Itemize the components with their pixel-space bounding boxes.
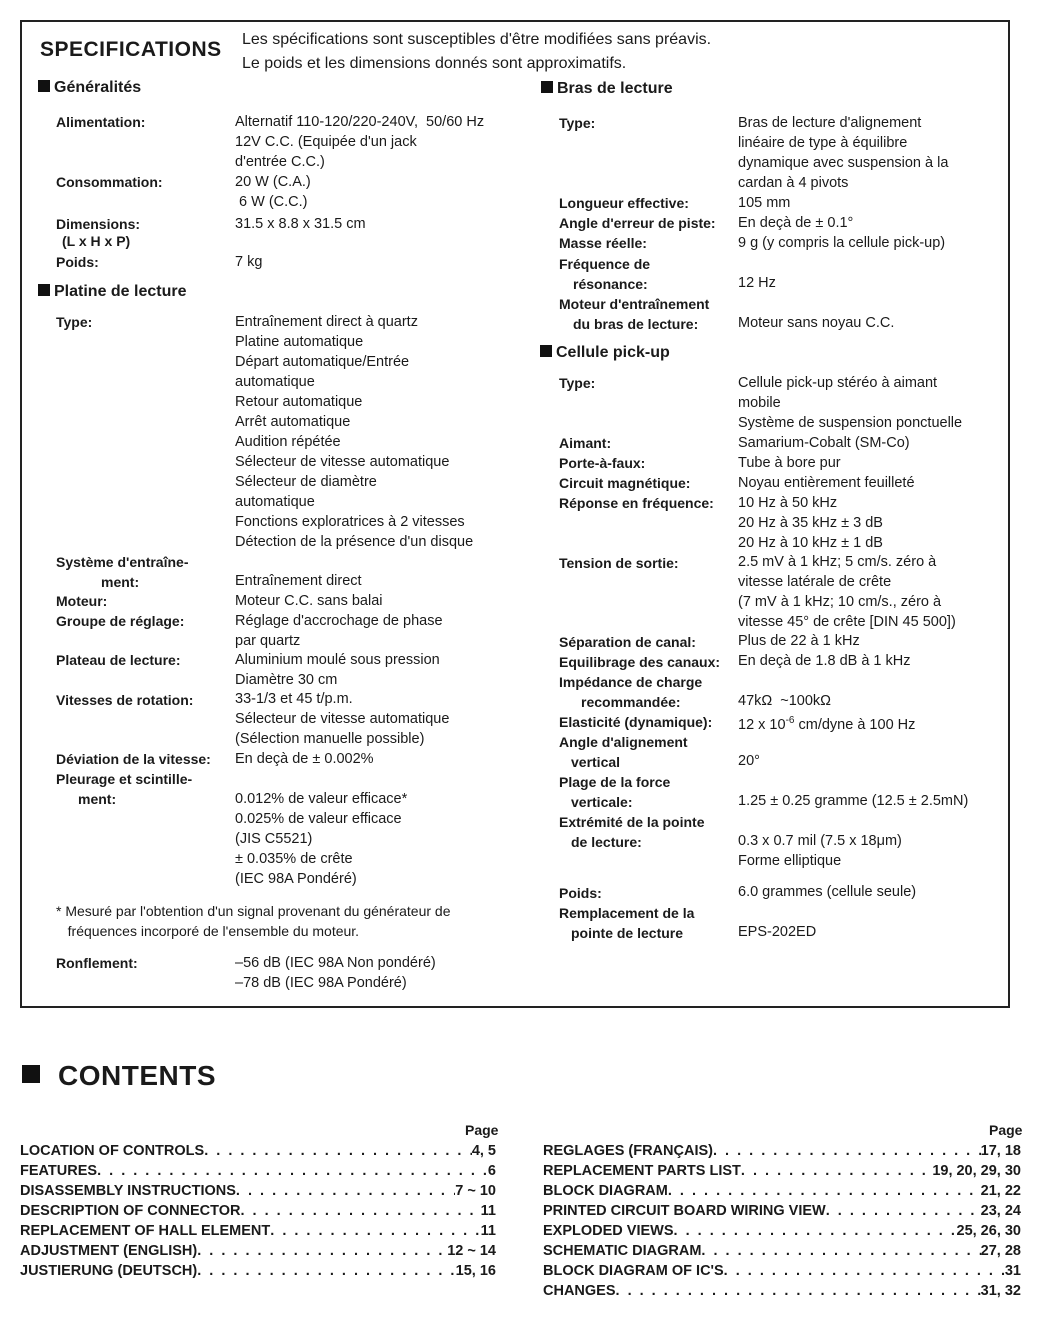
toc-leader <box>236 1181 455 1201</box>
toc-title: REPLACEMENT OF HALL ELEMENT <box>20 1223 271 1239</box>
square-bullet-icon <box>38 284 50 296</box>
spec-label: Angle d'alignement <box>559 734 688 750</box>
spec-label: Angle d'erreur de piste: <box>559 215 716 231</box>
toc-left <box>20 1141 496 1281</box>
spec-label: Equilibrage des canaux: <box>559 654 721 670</box>
spec-label: Alimentation: <box>56 114 146 130</box>
note-line-1: Les spécifications sont susceptibles d'être modifiées sans préavis. <box>242 31 712 48</box>
spec-label: Dimensions: <box>56 216 141 232</box>
spec-label: Moteur d'entraînement <box>559 296 710 312</box>
spec-value: Moteur sans noyau C.C. <box>738 315 895 331</box>
section-platine <box>38 283 187 301</box>
section-cellule <box>540 344 670 362</box>
toc-page: 31, 32 <box>980 1283 1021 1299</box>
spec-value: Réglage d'accrochage de phase par quartz <box>235 613 443 649</box>
toc-title: CHANGES <box>543 1283 616 1299</box>
spec-label: vertical <box>571 754 621 770</box>
value-unit: cm/dyne à 100 Hz <box>794 716 916 733</box>
toc-page: 4, 5 <box>471 1143 496 1159</box>
spec-value: Samarium-Cobalt (SM-Co) <box>738 435 910 451</box>
toc-page: 23, 24 <box>980 1203 1021 1219</box>
spec-value: 9 g (y compris la cellule pick-up) <box>738 235 946 251</box>
spec-label: Aimant: <box>559 435 612 451</box>
spec-label: Poids: <box>56 254 99 270</box>
spec-label: Plateau de lecture: <box>56 652 181 668</box>
spec-label: résonance: <box>573 276 648 292</box>
spec-label: Masse réelle: <box>559 235 647 251</box>
spec-label: Type: <box>56 314 93 330</box>
toc-right <box>543 1141 1021 1301</box>
toc-entry[interactable] <box>543 1201 1021 1221</box>
toc-page: 21, 22 <box>980 1183 1021 1199</box>
toc-page: 6 <box>487 1163 496 1179</box>
spec-label: Tension de sortie: <box>559 555 679 571</box>
toc-page: 15, 16 <box>455 1263 496 1279</box>
spec-value: 2.5 mV à 1 kHz; 5 cm/s. zéro à vitesse latérale de crête (7 mV à 1 kHz; 10 cm/s., zéro à vitesse 45° de crête [DIN 45 500]) <box>738 554 956 630</box>
spec-label: pointe de lecture <box>571 925 684 941</box>
toc-title: JUSTIERUNG (DEUTSCH) <box>20 1263 198 1279</box>
spec-label: Plage de la force <box>559 774 671 790</box>
spec-label: Type: <box>559 115 596 131</box>
toc-page: 11 <box>480 1223 496 1239</box>
value-exponent: -6 <box>785 715 795 726</box>
toc-entry[interactable] <box>543 1141 1021 1161</box>
toc-page: 31 <box>1004 1263 1021 1279</box>
toc-entry[interactable] <box>20 1161 496 1181</box>
spec-label: Porte-à-faux: <box>559 455 646 471</box>
spec-value: 6.0 grammes (cellule seule) <box>738 884 917 900</box>
section-bras <box>541 80 673 98</box>
toc-leader <box>616 1281 981 1301</box>
toc-leader <box>240 1201 480 1221</box>
toc-entry[interactable] <box>20 1241 496 1261</box>
spec-value: En deçà de 1.8 dB à 1 kHz <box>738 653 911 669</box>
toc-entry[interactable] <box>20 1201 496 1221</box>
spec-label: Extrémité de la pointe <box>559 814 705 830</box>
toc-title: SCHEMATIC DIAGRAM <box>543 1243 702 1259</box>
spec-label: Consommation: <box>56 174 163 190</box>
spec-label: recommandée: <box>581 694 681 710</box>
toc-leader <box>826 1201 981 1221</box>
spec-label: Vitesses de rotation: <box>56 692 194 708</box>
toc-entry[interactable] <box>543 1181 1021 1201</box>
toc-entry[interactable] <box>543 1261 1021 1281</box>
toc-title: DESCRIPTION OF CONNECTOR <box>20 1203 241 1219</box>
toc-title: LOCATION OF CONTROLS <box>20 1143 205 1159</box>
square-bullet-icon <box>541 81 553 93</box>
spec-label: verticale: <box>571 794 633 810</box>
spec-label: Elasticité (dynamique): <box>559 714 713 730</box>
toc-title: ADJUSTMENT (ENGLISH) <box>20 1243 198 1259</box>
spec-label: Pleurage et scintille- <box>56 771 193 787</box>
value-mantissa: 12 x 10 <box>738 716 786 733</box>
spec-value: 0.3 x 0.7 mil (7.5 x 18μm) Forme elliptique <box>738 833 902 869</box>
spec-label: Longueur effective: <box>559 195 689 211</box>
spec-value: Cellule pick-up stéréo à aimant mobile Système de suspension ponctuelle <box>738 375 963 431</box>
spec-label: Séparation de canal: <box>559 634 696 650</box>
spec-value: Moteur C.C. sans balai <box>235 593 383 609</box>
toc-title: BLOCK DIAGRAM <box>543 1183 668 1199</box>
spec-value <box>738 711 915 735</box>
toc-title: REGLAGES (FRANÇAIS) <box>543 1143 713 1159</box>
spec-label: Impédance de charge <box>559 674 703 690</box>
spec-label: de lecture: <box>571 834 642 850</box>
contents-title <box>22 1060 216 1092</box>
toc-leader <box>97 1161 488 1181</box>
spec-label: Type: <box>559 375 596 391</box>
spec-label: Système d'entraîne- <box>56 554 189 570</box>
spec-value: Tube à bore pur <box>738 455 841 471</box>
toc-title: DISASSEMBLY INSTRUCTIONS <box>20 1183 236 1199</box>
spec-value: Noyau entièrement feuilleté <box>738 475 915 491</box>
spec-value: 105 mm <box>738 195 791 211</box>
toc-page: 17, 18 <box>980 1143 1021 1159</box>
toc-leader <box>701 1241 980 1261</box>
spec-value: 20° <box>738 753 760 769</box>
spec-value: Entraînement direct à quartz Platine automatique Départ automatique/Entrée automatique Retour automatique Arrêt automatique Audition répétée Sélecteur de vitesse automatique Sélecteur de diamètre automatique Fonctions exploratrices à 2 vitesses Détection de la présence d'un disque <box>235 314 474 550</box>
toc-page: 7 ~ 10 <box>455 1183 496 1199</box>
spec-value: Plus de 22 à 1 kHz <box>738 633 860 649</box>
spec-value: Aluminium moulé sous pression Diamètre 30 cm <box>235 652 440 688</box>
spec-label: ment: <box>101 574 140 590</box>
section-heading: Cellule pick-up <box>556 344 670 361</box>
spec-label: du bras de lecture: <box>573 316 699 332</box>
toc-entry[interactable] <box>20 1221 496 1241</box>
spec-value: Entraînement direct <box>235 573 362 589</box>
spec-label: Fréquence de <box>559 256 651 272</box>
page-column-label: Page <box>465 1122 499 1138</box>
spec-label: Ronflement: <box>56 955 138 971</box>
toc-entry[interactable] <box>543 1281 1021 1301</box>
toc-title: PRINTED CIRCUIT BOARD WIRING VIEW <box>543 1203 826 1219</box>
toc-entry[interactable] <box>543 1161 1021 1181</box>
toc-leader <box>674 1221 957 1241</box>
toc-leader <box>204 1141 472 1161</box>
page-column-label: Page <box>989 1122 1023 1138</box>
footnote: * Mesuré par l'obtention d'un signal provenant du générateur de fréquences incorporé de l'ensemble du moteur. <box>56 903 451 939</box>
toc-entry[interactable] <box>543 1241 1021 1261</box>
toc-title: EXPLODED VIEWS <box>543 1223 674 1239</box>
toc-entry[interactable] <box>20 1141 496 1161</box>
spec-value: –56 dB (IEC 98A Non pondéré) –78 dB (IEC 98A Pondéré) <box>235 955 436 991</box>
spec-value: En deçà de ± 0.1° <box>738 215 854 231</box>
spec-label: Circuit magnétique: <box>559 475 691 491</box>
toc-page: 12 ~ 14 <box>447 1243 496 1259</box>
toc-leader <box>724 1261 1005 1281</box>
spec-value: 47kΩ ~100kΩ <box>738 693 832 709</box>
section-generalites <box>38 79 141 97</box>
contents-heading: CONTENTS <box>58 1060 216 1091</box>
toc-leader <box>713 1141 981 1161</box>
toc-entry[interactable] <box>20 1261 496 1281</box>
spec-label: Poids: <box>559 885 602 901</box>
section-heading: Bras de lecture <box>557 80 673 97</box>
toc-page: 19, 20, 29, 30 <box>932 1163 1021 1179</box>
spec-value: 1.25 ± 0.25 gramme (12.5 ± 2.5mN) <box>738 793 969 809</box>
section-heading: Platine de lecture <box>54 283 187 300</box>
square-bullet-icon <box>22 1065 40 1083</box>
spec-label: Déviation de la vitesse: <box>56 751 211 767</box>
spec-value: 10 Hz à 50 kHz 20 Hz à 35 kHz ± 3 dB 20 Hz à 10 kHz ± 1 dB <box>738 495 883 551</box>
spec-value: 12 Hz <box>738 275 776 291</box>
toc-leader <box>668 1181 981 1201</box>
spec-value: Bras de lecture d'alignement linéaire de type à équilibre dynamique avec suspension à la cardan à 4 pivots <box>738 115 949 191</box>
toc-page: 11 <box>480 1203 496 1219</box>
toc-entry[interactable] <box>20 1181 496 1201</box>
toc-title: BLOCK DIAGRAM OF IC'S <box>543 1263 724 1279</box>
spec-label: (L x H x P) <box>62 233 131 249</box>
spec-label: Moteur: <box>56 593 108 609</box>
spec-value: 31.5 x 8.8 x 31.5 cm <box>235 216 366 232</box>
note-line-2: Le poids et les dimensions donnés sont approximatifs. <box>242 55 627 72</box>
spec-label: ment: <box>78 791 117 807</box>
toc-leader <box>197 1261 455 1281</box>
section-heading: Généralités <box>54 79 142 96</box>
toc-leader <box>270 1221 480 1241</box>
spec-value: 0.012% de valeur efficace* 0.025% de valeur efficace (JIS C5521) ± 0.035% de crête (IEC 98A Pondéré) <box>235 791 408 887</box>
toc-title: REPLACEMENT PARTS LIST <box>543 1163 741 1179</box>
spec-value: Alternatif 110-120/220-240V, 50/60 Hz 12V C.C. (Equipée d'un jack d'entrée C.C.) <box>235 114 485 170</box>
page-title: SPECIFICATIONS <box>40 38 222 61</box>
square-bullet-icon <box>540 345 552 357</box>
spec-label: Groupe de réglage: <box>56 613 185 629</box>
spec-value: En deçà de ± 0.002% <box>235 751 374 767</box>
spec-value: 20 W (C.A.) 6 W (C.C.) <box>235 174 311 210</box>
toc-leader <box>741 1161 932 1181</box>
toc-page: 27, 28 <box>980 1243 1021 1259</box>
spec-label: Remplacement de la <box>559 905 695 921</box>
toc-leader <box>197 1241 447 1261</box>
toc-entry[interactable] <box>543 1221 1021 1241</box>
spec-value: 7 kg <box>235 254 263 270</box>
toc-title: FEATURES <box>20 1163 98 1179</box>
spec-value: 33-1/3 et 45 t/p.m. Sélecteur de vitesse automatique (Sélection manuelle possible) <box>235 691 450 747</box>
toc-page: 25, 26, 30 <box>956 1223 1021 1239</box>
square-bullet-icon <box>38 80 50 92</box>
spec-label: Réponse en fréquence: <box>559 495 714 511</box>
spec-value: EPS-202ED <box>738 924 817 940</box>
